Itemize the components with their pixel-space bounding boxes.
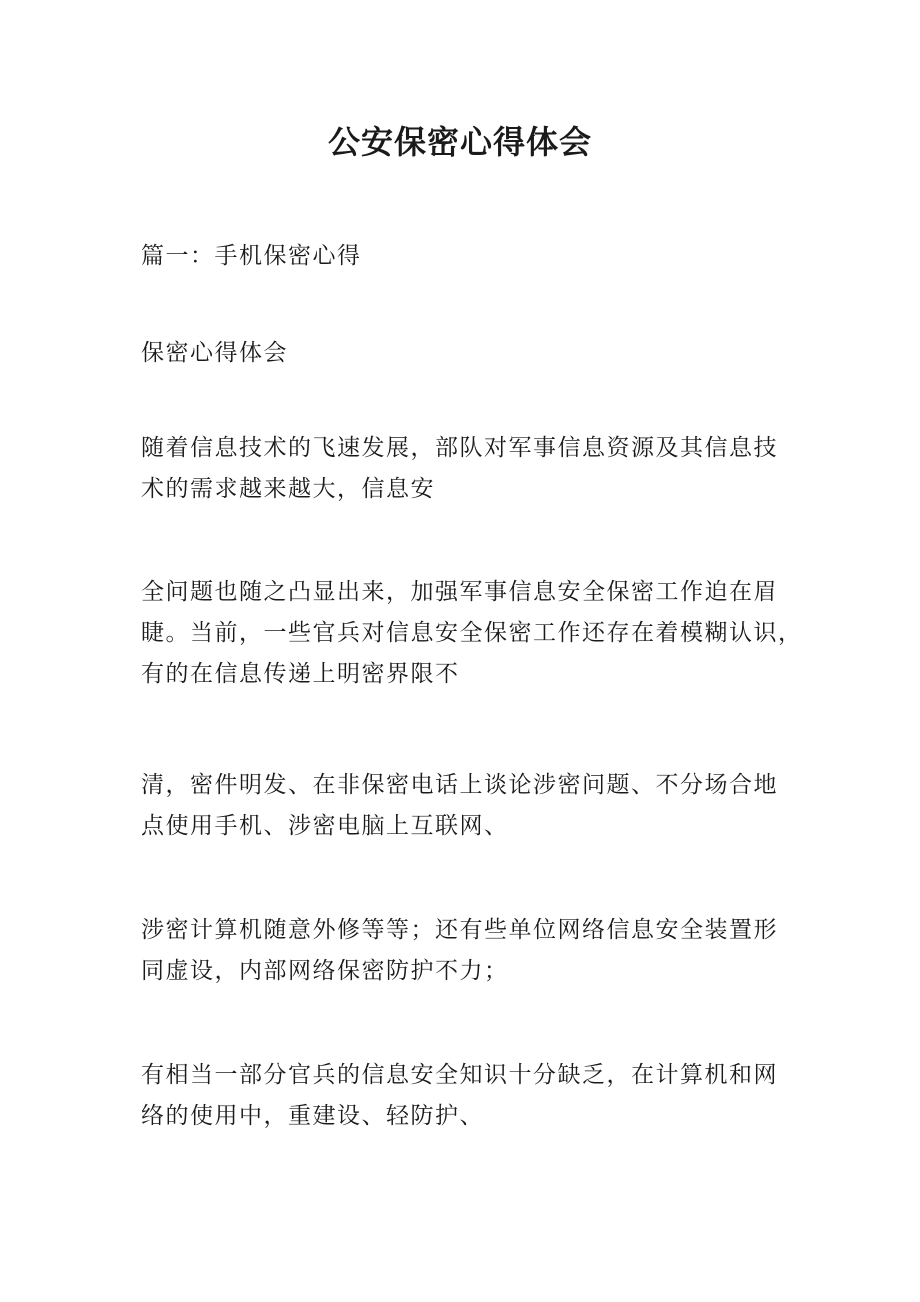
- paragraph-body: [141, 572, 803, 695]
- paragraph-body: [141, 428, 786, 510]
- text-line: 同虚设，内部网络保密防护不力；: [141, 958, 509, 984]
- paragraph-body: [141, 765, 786, 847]
- text-line: 络的使用中，重建设、轻防护、: [141, 1103, 484, 1129]
- paragraph-body: [141, 1055, 786, 1137]
- paragraph-body: [141, 910, 786, 992]
- text-line: 有相当一部分官兵的信息安全知识十分缺乏，在计算机和网: [141, 1062, 778, 1088]
- text-line: 有的在信息传递上明密界限不: [141, 661, 460, 687]
- text-line: 清，密件明发、在非保密电话上谈论涉密问题、不分场合地: [141, 772, 778, 798]
- text-line: 点使用手机、涉密电脑上互联网、: [141, 813, 509, 839]
- text-line: 保密心得体会: [141, 340, 288, 366]
- paragraph-section-heading: [141, 236, 786, 277]
- text-line: 篇一：手机保密心得: [141, 243, 362, 269]
- text-line: 随着信息技术的飞速发展，部队对军事信息资源及其信息技: [141, 435, 778, 461]
- paragraph-subtitle: [141, 333, 786, 374]
- document-title: 公安保密心得体会: [327, 123, 592, 161]
- text-line: 全问题也随之凸显出来，加强军事信息安全保密工作迫在眉: [141, 579, 778, 605]
- text-line: 睫。当前，一些官兵对信息安全保密工作还存在着模糊认识，: [141, 620, 803, 646]
- text-line: 涉密计算机随意外修等等；还有些单位网络信息安全装置形: [141, 917, 778, 943]
- text-line: 术的需求越来越大，信息安: [141, 476, 435, 502]
